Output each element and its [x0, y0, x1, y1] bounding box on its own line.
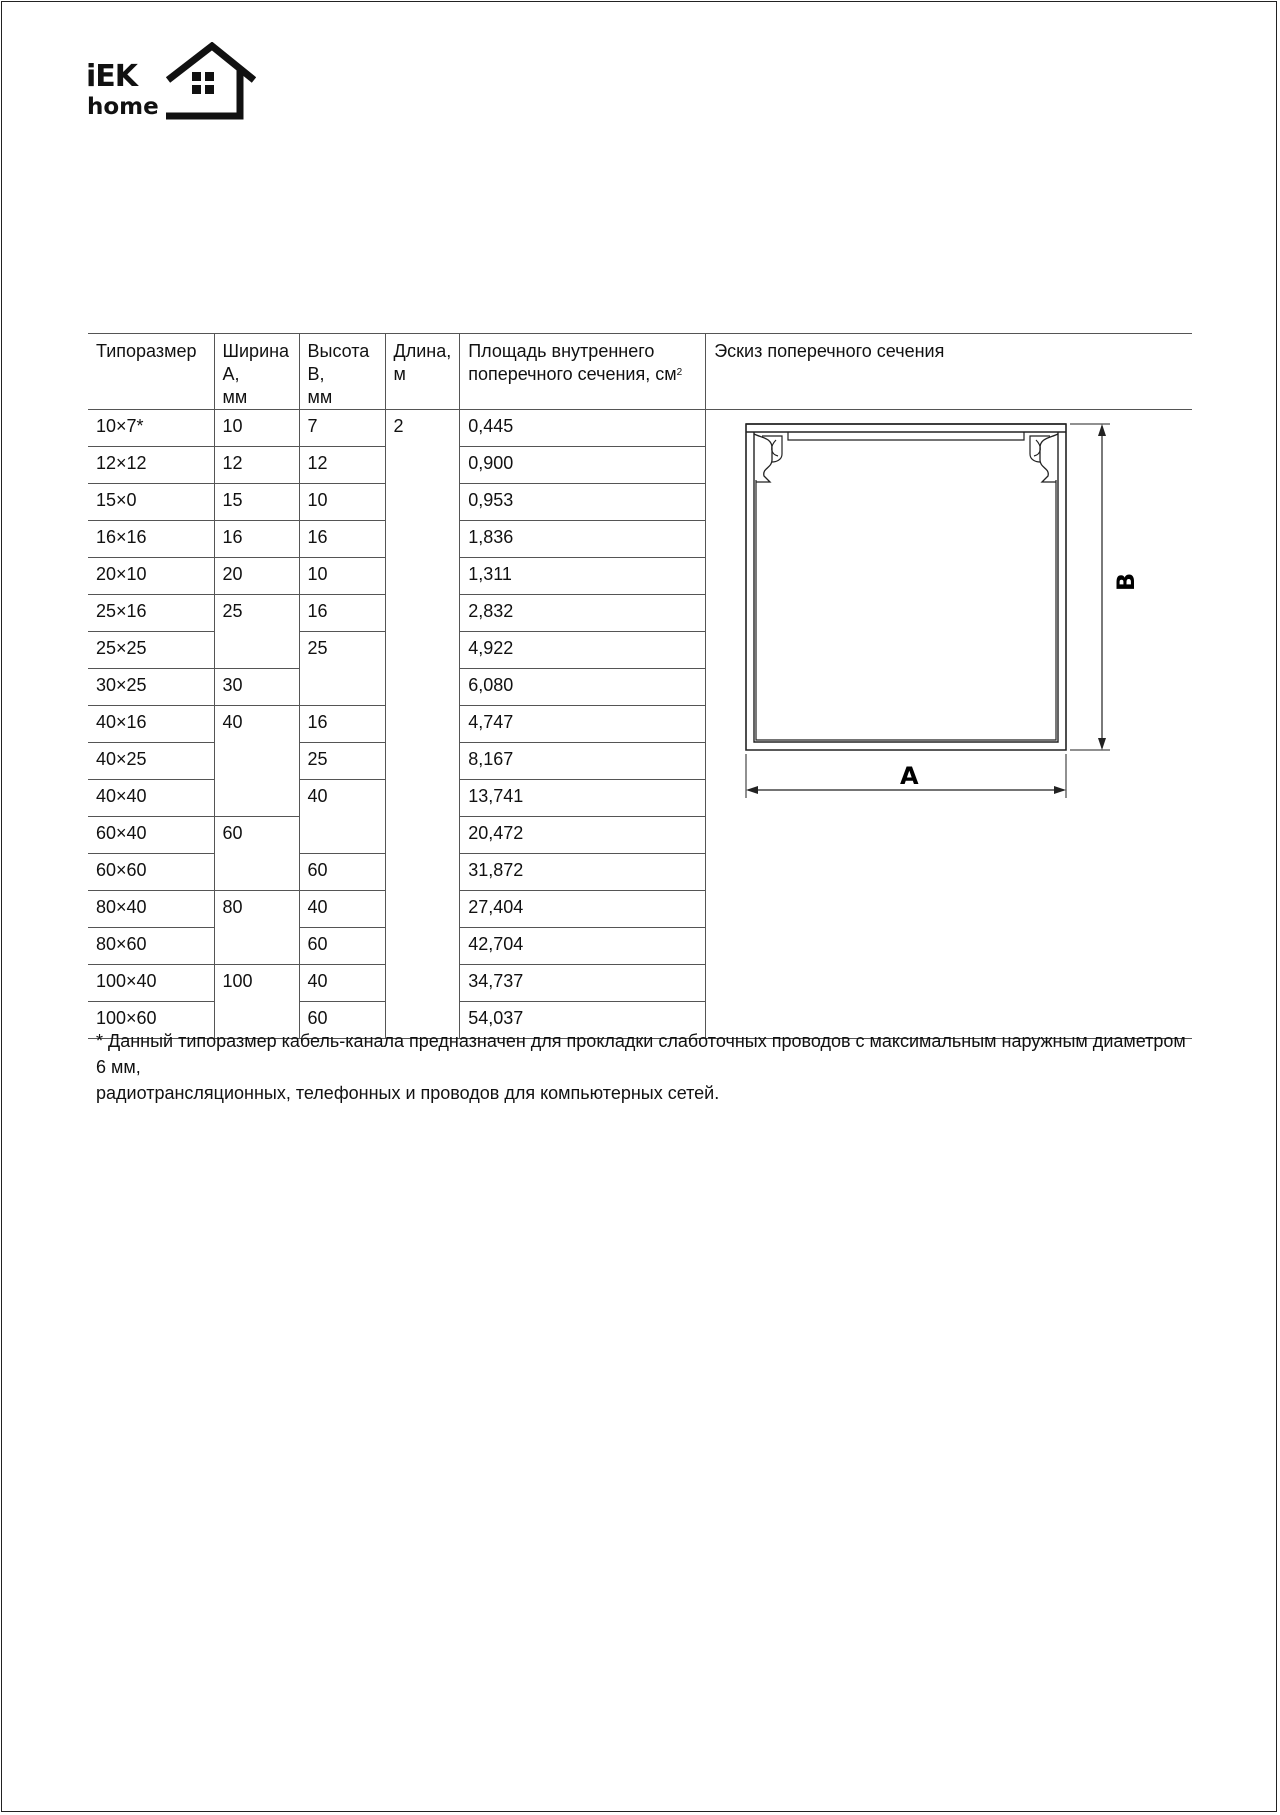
cell-area: 4,747 [460, 706, 706, 743]
cell-width: 80 [214, 891, 299, 965]
cell-width: 12 [214, 447, 299, 484]
cell-area: 4,922 [460, 632, 706, 669]
iek-home-logo [86, 42, 256, 122]
header-height: Высота В, мм [299, 334, 385, 410]
logo-iek-text: iEK [86, 59, 138, 94]
cell-area: 0,953 [460, 484, 706, 521]
cell-height: 60 [299, 1002, 385, 1039]
cell-length: 2 [385, 410, 460, 1039]
cell-height: 12 [299, 447, 385, 484]
cell-height: 16 [299, 595, 385, 632]
cell-type: 10×7* [88, 410, 214, 447]
cell-area: 1,836 [460, 521, 706, 558]
cell-height: 16 [299, 706, 385, 743]
cell-type: 20×10 [88, 558, 214, 595]
footnote [96, 1028, 1196, 1106]
cell-area: 20,472 [460, 817, 706, 854]
cell-height: 25 [299, 743, 385, 780]
cell-type: 25×16 [88, 595, 214, 632]
cell-area: 27,404 [460, 891, 706, 928]
cell-width: 10 [214, 410, 299, 447]
cell-type: 60×60 [88, 854, 214, 891]
cell-height: 60 [299, 928, 385, 965]
cell-area: 6,080 [460, 669, 706, 706]
cell-height: 40 [299, 965, 385, 1002]
cell-type: 60×40 [88, 817, 214, 854]
cell-type: 80×60 [88, 928, 214, 965]
cell-height: 10 [299, 484, 385, 521]
cell-width: 15 [214, 484, 299, 521]
cell-type: 40×16 [88, 706, 214, 743]
table-header-row [88, 334, 1192, 410]
cell-width: 30 [214, 669, 299, 706]
cell-height: 16 [299, 521, 385, 558]
cell-height: 40 [299, 780, 385, 854]
cell-height: 7 [299, 410, 385, 447]
cell-area: 54,037 [460, 1002, 706, 1039]
cross-section-sketch [742, 420, 1142, 800]
cell-area: 42,704 [460, 928, 706, 965]
header-type: Типоразмер [88, 334, 214, 410]
cell-height: 25 [299, 632, 385, 706]
cell-type: 100×60 [88, 1002, 214, 1039]
logo-home-text: home [87, 94, 159, 120]
cell-type: 80×40 [88, 891, 214, 928]
cell-area: 8,167 [460, 743, 706, 780]
cell-height: 10 [299, 558, 385, 595]
cell-width: 16 [214, 521, 299, 558]
cell-type: 40×40 [88, 780, 214, 817]
header-sketch: Эскиз поперечного сечения [706, 334, 1192, 410]
cell-type: 100×40 [88, 965, 214, 1002]
sketch-cell [706, 410, 1192, 1039]
cell-type: 16×16 [88, 521, 214, 558]
cell-type: 15×0 [88, 484, 214, 521]
house-icon [166, 42, 256, 122]
cell-type: 12×12 [88, 447, 214, 484]
cell-width: 100 [214, 965, 299, 1039]
cell-type: 30×25 [88, 669, 214, 706]
table-row [88, 410, 1192, 447]
dimension-b-label: B [1112, 572, 1141, 592]
header-length: Длина, м [385, 334, 460, 410]
cell-area: 0,900 [460, 447, 706, 484]
cell-area: 13,741 [460, 780, 706, 817]
footnote-line-2: радиотрансляционных, телефонных и проводов для компьютерных сетей. [96, 1083, 720, 1103]
cell-width: 40 [214, 706, 299, 817]
cell-width: 25 [214, 595, 299, 669]
cell-width: 20 [214, 558, 299, 595]
cell-height: 60 [299, 854, 385, 891]
footnote-line-1: * Данный типоразмер кабель-канала предназначен для прокладки слаботочных проводов с максимальным наружным диаметром 6 мм, [96, 1031, 1186, 1077]
header-area: Площадь внутреннего поперечного сечения, $см^2$ [460, 334, 706, 410]
cell-type: 40×25 [88, 743, 214, 780]
cell-width: 60 [214, 817, 299, 891]
cell-area: 34,737 [460, 965, 706, 1002]
cell-area: 1,311 [460, 558, 706, 595]
cell-area: 31,872 [460, 854, 706, 891]
cell-area: 0,445 [460, 410, 706, 447]
cell-height: 40 [299, 891, 385, 928]
cell-area: 2,832 [460, 595, 706, 632]
header-width: Ширина А, мм [214, 334, 299, 410]
cell-type: 25×25 [88, 632, 214, 669]
spec-table [88, 333, 1192, 1039]
dimension-a-label: A [900, 762, 919, 790]
